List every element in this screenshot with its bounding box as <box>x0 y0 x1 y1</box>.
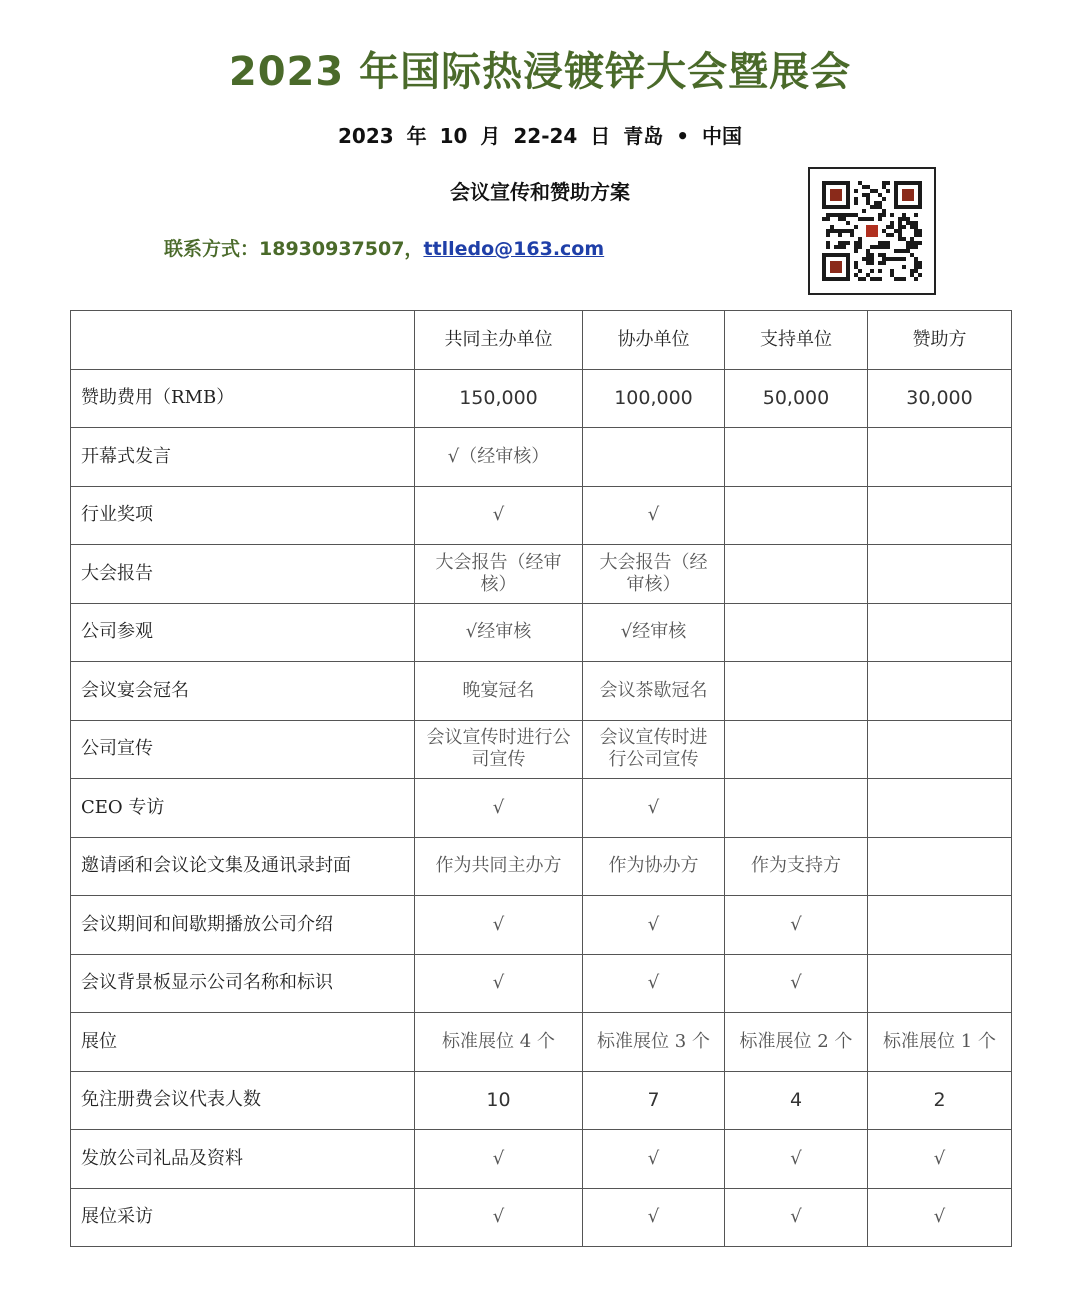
table-cell: 大会报告（经审核） <box>415 545 583 604</box>
table-cell: √（经审核） <box>415 428 583 487</box>
table-cell: √ <box>868 1188 1012 1247</box>
table-row <box>71 1071 1012 1130</box>
table-cell: 会议宣传时进行公司宣传 <box>415 720 583 779</box>
table-cell: √ <box>583 486 725 545</box>
table-cell <box>583 428 725 487</box>
row-label: 会议宴会冠名 <box>71 662 415 721</box>
table-cell <box>725 779 868 838</box>
table-row <box>71 954 1012 1013</box>
table-row <box>71 1013 1012 1072</box>
table-row <box>71 1188 1012 1247</box>
table-cell: 7 <box>583 1071 725 1130</box>
event-date-location: 2023 年 10 月 22-24 日 青岛 • 中国 <box>338 124 742 148</box>
row-label: 展位采访 <box>71 1188 415 1247</box>
table-cell: 标准展位 4 个 <box>415 1013 583 1072</box>
table-cell: 10 <box>415 1071 583 1130</box>
table-cell <box>868 603 1012 662</box>
table-cell: √ <box>415 779 583 838</box>
table-cell: 2 <box>868 1071 1012 1130</box>
table-cell: 100,000 <box>583 369 725 428</box>
contact-email-link[interactable]: ttlledo@163.com <box>423 238 605 260</box>
table-row <box>71 545 1012 604</box>
table-cell: √ <box>583 1188 725 1247</box>
row-label: 公司参观 <box>71 603 415 662</box>
table-cell <box>725 545 868 604</box>
table-cell: √ <box>725 954 868 1013</box>
row-label: 会议期间和间歇期播放公司介绍 <box>71 896 415 955</box>
table-cell <box>868 662 1012 721</box>
table-cell: 作为支持方 <box>725 837 868 896</box>
table-cell: 会议茶歇冠名 <box>583 662 725 721</box>
table-cell: 作为共同主办方 <box>415 837 583 896</box>
row-label: 免注册费会议代表人数 <box>71 1071 415 1130</box>
table-cell: 会议宣传时进行公司宣传 <box>583 720 725 779</box>
table-row <box>71 720 1012 779</box>
table-cell <box>868 428 1012 487</box>
contact-info <box>164 234 604 261</box>
table-cell: √ <box>583 1130 725 1189</box>
table-row <box>71 369 1012 428</box>
table-cell <box>725 603 868 662</box>
table-cell <box>868 779 1012 838</box>
table-cell <box>725 720 868 779</box>
row-label: 行业奖项 <box>71 486 415 545</box>
table-row <box>71 837 1012 896</box>
table-row <box>71 486 1012 545</box>
page-title: 2023 年国际热浸镀锌大会暨展会 <box>228 49 852 95</box>
table-cell <box>725 428 868 487</box>
table-cell: √ <box>415 1130 583 1189</box>
row-label: 公司宣传 <box>71 720 415 779</box>
column-header-sponsor: 赞助方 <box>868 311 1012 370</box>
table-cell <box>868 896 1012 955</box>
column-header-co-host: 共同主办单位 <box>415 311 583 370</box>
row-label: 邀请函和会议论文集及通讯录封面 <box>71 837 415 896</box>
table-cell: √经审核 <box>415 603 583 662</box>
sponsorship-table <box>70 310 1012 1247</box>
table-cell: 标准展位 3 个 <box>583 1013 725 1072</box>
table-cell: 150,000 <box>415 369 583 428</box>
document-subtitle: 会议宣传和赞助方案 <box>450 180 630 204</box>
table-row <box>71 779 1012 838</box>
table-cell <box>725 486 868 545</box>
qr-code-icon <box>808 167 936 295</box>
table-cell <box>868 545 1012 604</box>
table-cell: √ <box>415 896 583 955</box>
table-header-row <box>71 311 1012 370</box>
table-cell: 30,000 <box>868 369 1012 428</box>
row-label: CEO 专访 <box>71 779 415 838</box>
table-row <box>71 603 1012 662</box>
table-row <box>71 896 1012 955</box>
column-header-supporter: 支持单位 <box>725 311 868 370</box>
table-cell: 作为协办方 <box>583 837 725 896</box>
row-label: 开幕式发言 <box>71 428 415 487</box>
row-label: 展位 <box>71 1013 415 1072</box>
table-cell: √ <box>415 1188 583 1247</box>
row-label: 发放公司礼品及资料 <box>71 1130 415 1189</box>
table-cell: 50,000 <box>725 369 868 428</box>
table-cell: √ <box>415 486 583 545</box>
table-cell <box>868 837 1012 896</box>
table-cell: √经审核 <box>583 603 725 662</box>
table-cell: 标准展位 2 个 <box>725 1013 868 1072</box>
table-cell <box>725 662 868 721</box>
table-row <box>71 428 1012 487</box>
column-header-blank <box>71 311 415 370</box>
table-cell: √ <box>583 779 725 838</box>
table-cell: √ <box>868 1130 1012 1189</box>
table-cell: 大会报告（经审核） <box>583 545 725 604</box>
column-header-co-organizer: 协办单位 <box>583 311 725 370</box>
table-cell: 晚宴冠名 <box>415 662 583 721</box>
table-cell: 4 <box>725 1071 868 1130</box>
table-cell: √ <box>583 954 725 1013</box>
table-cell: √ <box>725 1130 868 1189</box>
table-cell <box>868 954 1012 1013</box>
table-cell <box>868 720 1012 779</box>
table-cell: 标准展位 1 个 <box>868 1013 1012 1072</box>
row-label: 会议背景板显示公司名称和标识 <box>71 954 415 1013</box>
table-row <box>71 662 1012 721</box>
contact-phone: 联系方式：18930937507， <box>164 238 424 260</box>
table-cell: √ <box>415 954 583 1013</box>
table-cell: √ <box>583 896 725 955</box>
row-label: 赞助费用（RMB） <box>71 369 415 428</box>
table-cell: √ <box>725 1188 868 1247</box>
table-cell: √ <box>725 896 868 955</box>
table-row <box>71 1130 1012 1189</box>
row-label: 大会报告 <box>71 545 415 604</box>
table-cell <box>868 486 1012 545</box>
